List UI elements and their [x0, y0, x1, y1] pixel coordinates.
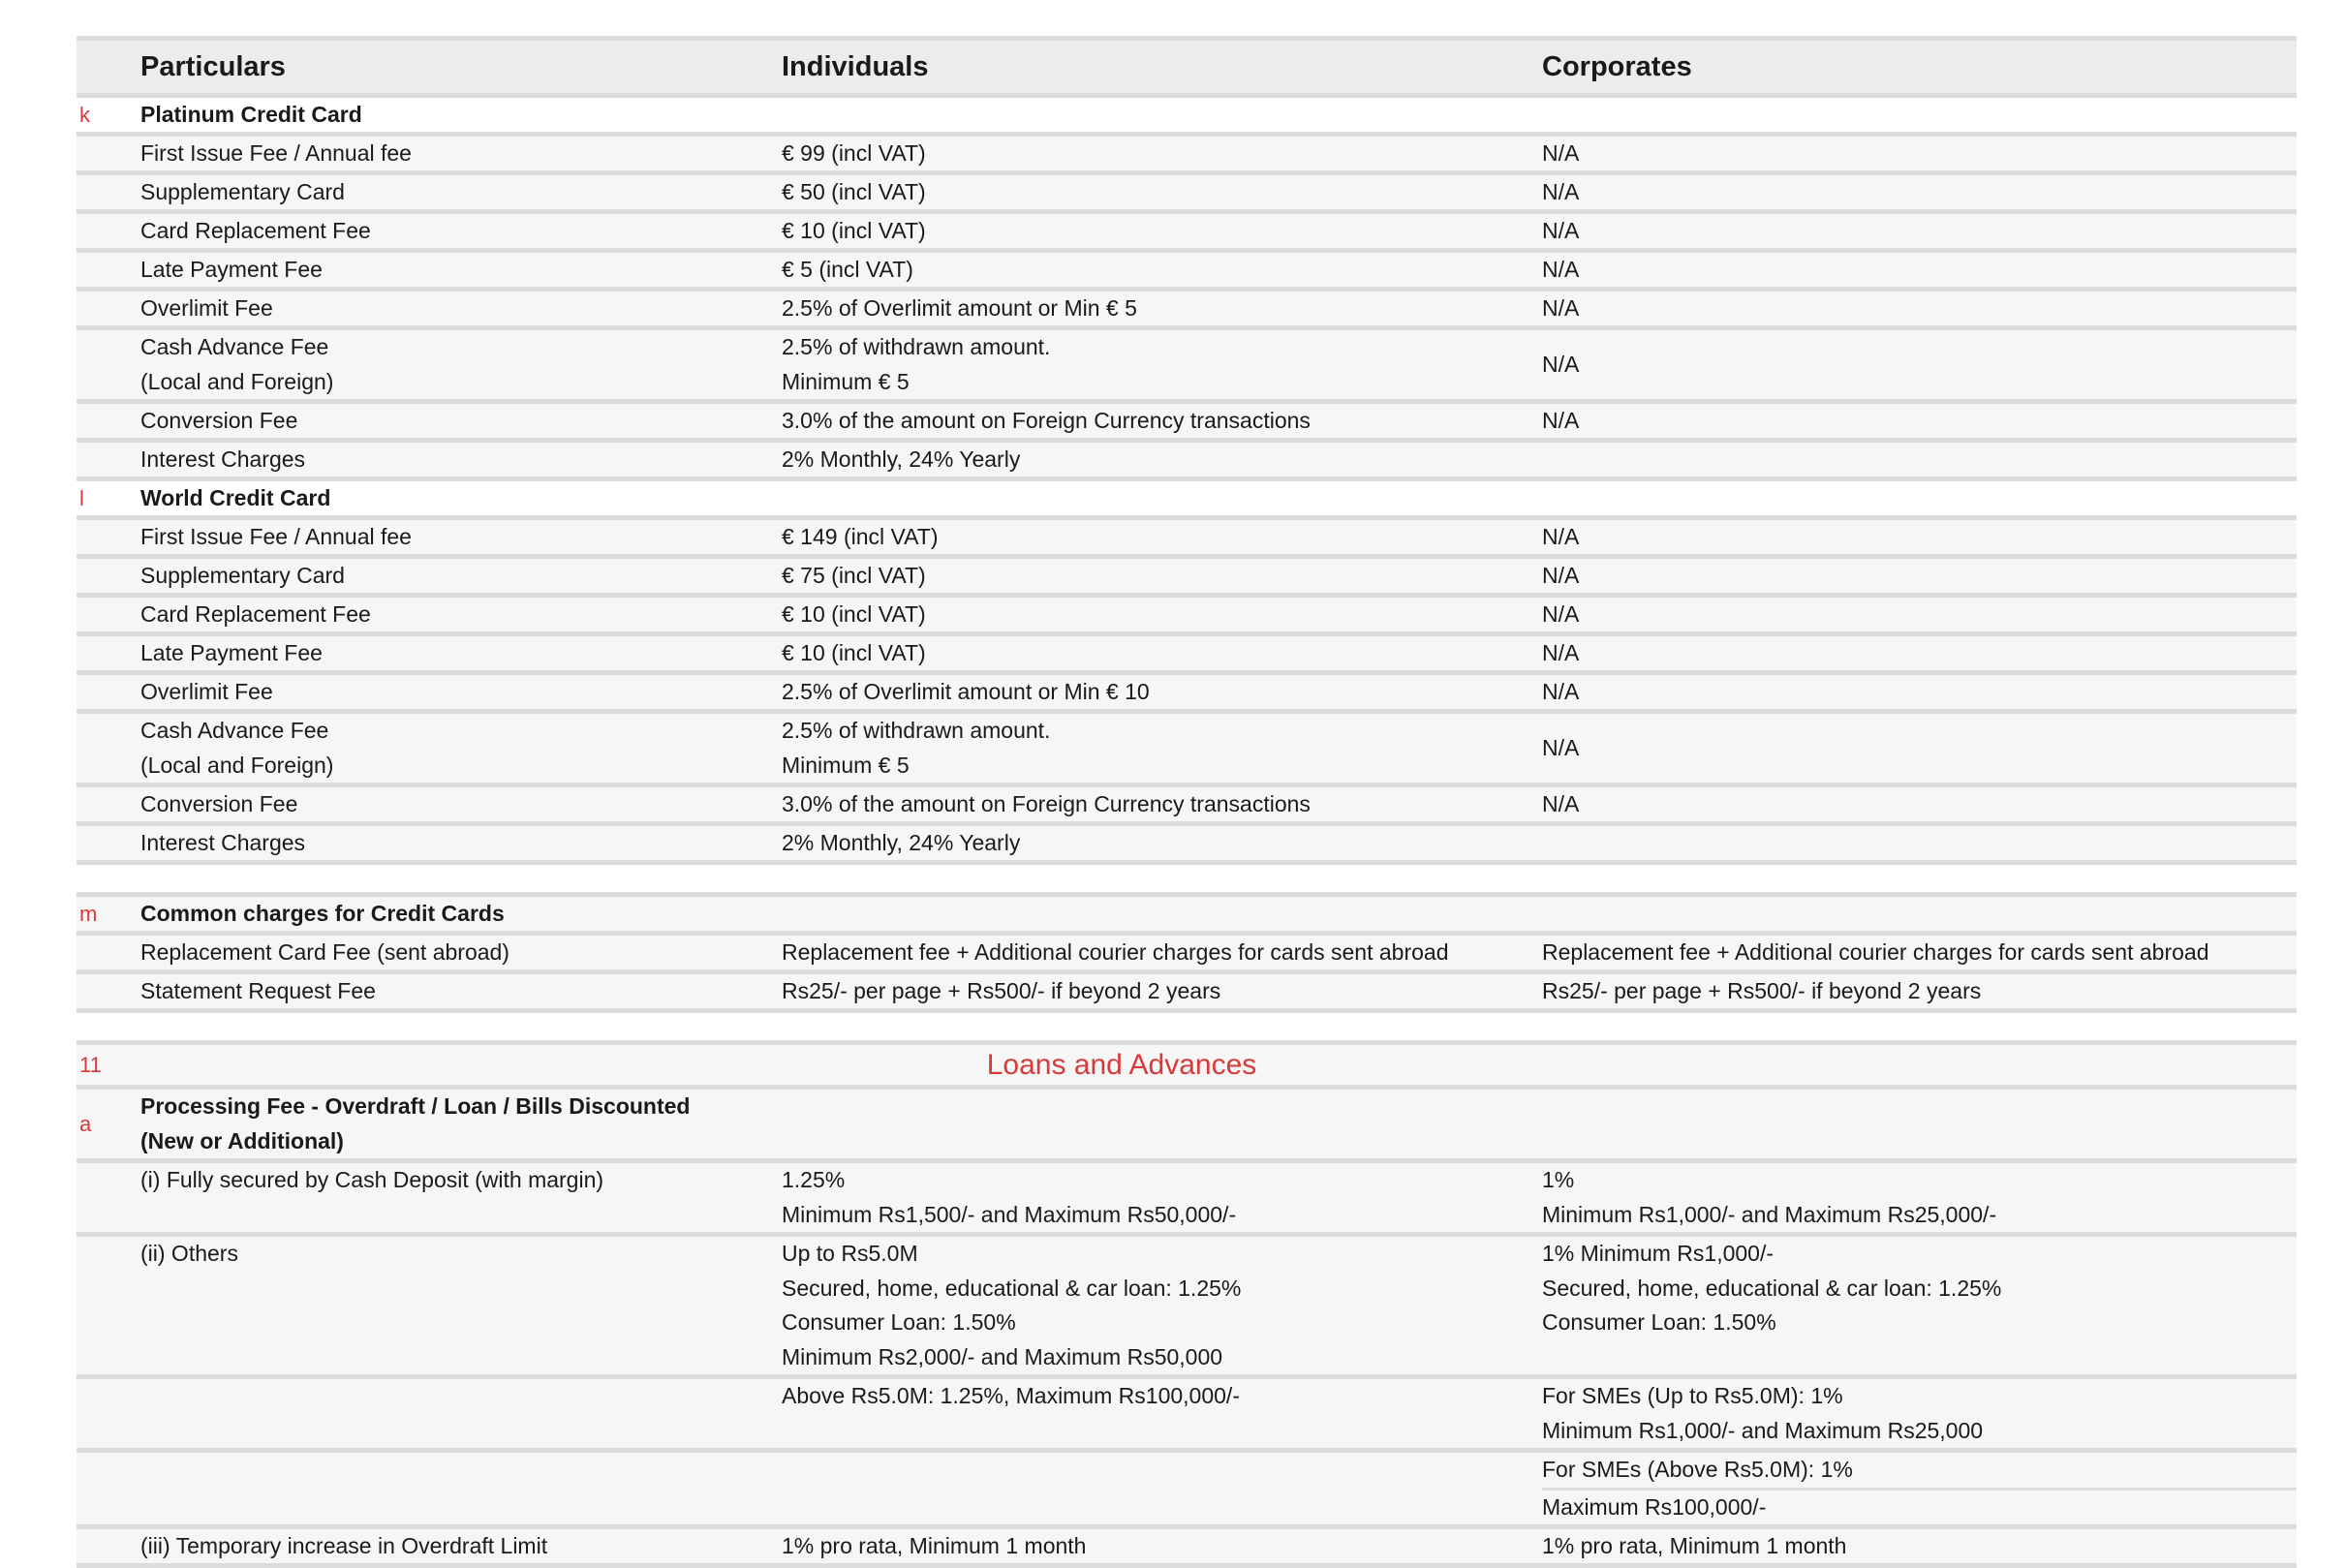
row-corporates: N/A — [1542, 601, 1580, 627]
row-particular: Overlimit Fee — [140, 679, 273, 704]
table-row — [77, 826, 2297, 865]
section-marker: m — [79, 902, 98, 926]
row-individuals: 2.5% of Overlimit amount or Min € 5 — [782, 295, 1137, 321]
table-row — [77, 330, 2297, 404]
row-corporates: N/A — [1542, 218, 1580, 243]
row-corporates: For SMEs (Up to Rs5.0M): 1% Minimum Rs1,000/- and Maximum Rs25,000 — [1542, 1383, 1984, 1443]
section-title: Common charges for Credit Cards — [140, 901, 505, 926]
table-row — [77, 1163, 2297, 1237]
row-particular: Supplementary Card — [140, 179, 345, 204]
section-marker: a — [79, 1112, 92, 1136]
row-corporates: N/A — [1542, 408, 1580, 433]
row-corporates: N/A — [1542, 640, 1580, 665]
section-row-world — [77, 481, 2297, 520]
row-corporates: N/A — [1542, 524, 1580, 549]
section-heading: Loans and Advances — [986, 1049, 1257, 1081]
section-row-loans — [77, 1045, 2297, 1090]
section-marker: k — [79, 103, 90, 127]
row-individuals: 2.5% of withdrawn amount. Minimum € 5 — [782, 718, 1051, 778]
section-row-processing — [77, 1090, 2297, 1163]
spacer-row — [77, 1013, 2297, 1045]
row-individuals: € 99 (incl VAT) — [782, 140, 926, 166]
row-corporates: N/A — [1542, 257, 1580, 282]
row-corporates: 1% pro rata, Minimum 1 month — [1542, 1533, 1847, 1558]
row-individuals: € 5 (incl VAT) — [782, 257, 913, 282]
table-row — [77, 1524, 2297, 1568]
row-particular: Statement Request Fee — [140, 978, 376, 1003]
row-particular: Late Payment Fee — [140, 257, 323, 282]
row-corporates: N/A — [1542, 295, 1580, 321]
row-particular: Card Replacement Fee — [140, 601, 371, 627]
row-particular: (i) Fully secured by Cash Deposit (with margin) — [140, 1167, 604, 1192]
row-corporates: N/A — [1542, 735, 1580, 760]
row-corporates: Replacement fee + Additional courier charges for cards sent abroad — [1542, 939, 2209, 965]
table-row — [77, 714, 2297, 787]
row-individuals: € 75 (incl VAT) — [782, 563, 926, 588]
row-particular: Replacement Card Fee (sent abroad) — [140, 939, 509, 965]
row-particular: Overlimit Fee — [140, 295, 273, 321]
row-corporates: N/A — [1542, 791, 1580, 816]
row-corporates: N/A — [1542, 563, 1580, 588]
row-individuals: 1% pro rata, Minimum 1 month — [782, 1533, 1087, 1558]
table-row — [77, 559, 2297, 598]
row-individuals: Rs25/- per page + Rs500/- if beyond 2 years — [782, 978, 1221, 1003]
table-row — [77, 636, 2297, 675]
row-individuals: € 50 (incl VAT) — [782, 179, 926, 204]
row-individuals: Above Rs5.0M: 1.25%, Maximum Rs100,000/- — [782, 1383, 1240, 1408]
row-individuals: € 149 (incl VAT) — [782, 524, 939, 549]
row-individuals: Up to Rs5.0M Secured, home, educational & car loan: 1.25% Consumer Loan: 1.50% Minimum Rs2,000/- and Maximum Rs50,000 — [782, 1241, 1242, 1369]
row-corporates — [1542, 826, 2297, 860]
row-particular: Card Replacement Fee — [140, 218, 371, 243]
row-particular: Supplementary Card — [140, 563, 345, 588]
table-row — [77, 1237, 2297, 1379]
row-corporates — [1542, 443, 2297, 477]
spacer-row — [77, 865, 2297, 897]
row-corporates: N/A — [1542, 352, 1580, 377]
row-particular: Cash Advance Fee (Local and Foreign) — [140, 718, 334, 778]
row-particular: Interest Charges — [140, 446, 306, 472]
row-individuals: € 10 (incl VAT) — [782, 640, 926, 665]
section-title: Platinum Credit Card — [140, 102, 362, 127]
row-individuals: 3.0% of the amount on Foreign Currency transactions — [782, 791, 1311, 816]
table-row — [77, 137, 2297, 175]
row-corporates: 1% Minimum Rs1,000/- Secured, home, educational & car loan: 1.25% Consumer Loan: 1.50% — [1542, 1241, 2002, 1335]
section-title: World Credit Card — [140, 485, 331, 510]
row-corporates: N/A — [1542, 679, 1580, 704]
table-row — [77, 974, 2297, 1013]
table-row — [77, 1379, 2297, 1453]
row-individuals: 2% Monthly, 24% Yearly — [782, 830, 1021, 855]
row-particular: (iii) Temporary increase in Overdraft Limit — [140, 1533, 548, 1558]
row-particular: Interest Charges — [140, 830, 306, 855]
row-particular: Conversion Fee — [140, 791, 298, 816]
row-particular: First Issue Fee / Annual fee — [140, 524, 412, 549]
table-row — [77, 598, 2297, 636]
section-marker: l — [79, 486, 84, 510]
table-row — [77, 1453, 2297, 1524]
table-row — [77, 214, 2297, 253]
table-row — [77, 675, 2297, 714]
row-particular: Late Payment Fee — [140, 640, 323, 665]
section-row-platinum — [77, 98, 2297, 137]
table-row — [77, 787, 2297, 826]
table-row — [77, 404, 2297, 443]
row-individuals: 1.25% Minimum Rs1,500/- and Maximum Rs50,000/- — [782, 1167, 1237, 1227]
header-corporates: Corporates — [1542, 51, 1692, 82]
section-row-common — [77, 897, 2297, 936]
row-corporates: N/A — [1542, 179, 1580, 204]
row-individuals: 2% Monthly, 24% Yearly — [782, 446, 1021, 472]
row-individuals: 2.5% of withdrawn amount. Minimum € 5 — [782, 334, 1051, 394]
row-particular: First Issue Fee / Annual fee — [140, 140, 412, 166]
table-header — [77, 36, 2297, 98]
table-row — [77, 175, 2297, 214]
table-row — [77, 253, 2297, 292]
section-title: Processing Fee - Overdraft / Loan / Bills Discounted (New or Additional) — [140, 1093, 691, 1153]
header-individuals: Individuals — [782, 51, 929, 82]
row-individuals: € 10 (incl VAT) — [782, 218, 926, 243]
row-particular: Conversion Fee — [140, 408, 298, 433]
row-individuals: 3.0% of the amount on Foreign Currency transactions — [782, 408, 1311, 433]
table-row — [77, 292, 2297, 330]
row-corporates: Rs25/- per page + Rs500/- if beyond 2 years — [1542, 978, 1982, 1003]
section-marker: 11 — [79, 1053, 102, 1077]
row-individuals: 2.5% of Overlimit amount or Min € 10 — [782, 679, 1150, 704]
header-particulars: Particulars — [140, 51, 286, 82]
row-particular: Cash Advance Fee (Local and Foreign) — [140, 334, 334, 394]
table-row — [77, 520, 2297, 559]
row-corporates: For SMEs (Above Rs5.0M): 1% Maximum Rs100,000/- — [1542, 1453, 2297, 1524]
table-row — [77, 443, 2297, 481]
row-individuals: Replacement fee + Additional courier charges for cards sent abroad — [782, 939, 1449, 965]
fee-table — [77, 36, 2297, 1568]
row-corporates: N/A — [1542, 140, 1580, 166]
table-row — [77, 936, 2297, 974]
row-corporates: 1% Minimum Rs1,000/- and Maximum Rs25,000/- — [1542, 1167, 1997, 1227]
row-particular: (ii) Others — [140, 1241, 238, 1266]
row-individuals: € 10 (incl VAT) — [782, 601, 926, 627]
